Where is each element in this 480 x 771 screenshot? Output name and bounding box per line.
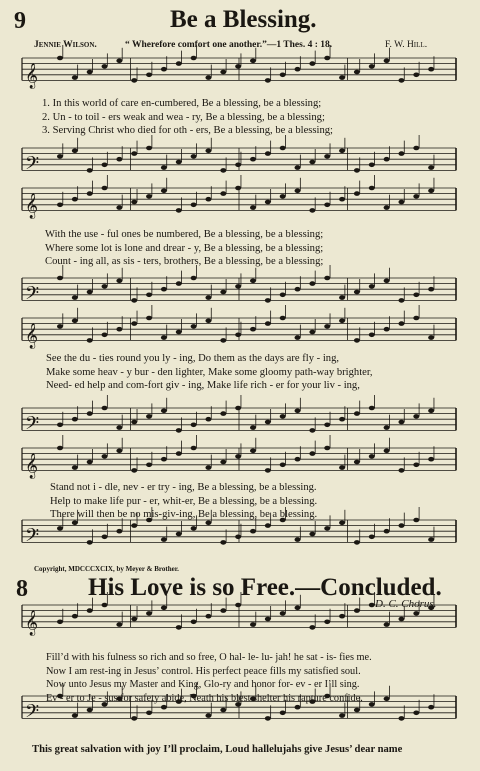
note-head	[235, 454, 241, 459]
note-head	[295, 287, 301, 292]
note-head	[250, 449, 256, 454]
note-head	[339, 197, 345, 202]
note-head	[324, 423, 330, 428]
note-head	[295, 67, 301, 72]
note-head	[87, 540, 93, 545]
lyric-line: Need- ed help and com-fort giv - ing, Make life rich - er for your liv - ing,	[46, 380, 360, 392]
note-head	[161, 165, 167, 170]
note-head	[131, 420, 137, 425]
note-head	[428, 287, 434, 292]
note-head	[235, 535, 241, 540]
note-head	[250, 622, 256, 627]
note-head	[428, 705, 434, 710]
lyrics-system-4	[50, 481, 317, 522]
note-head	[87, 708, 93, 713]
note-head	[176, 208, 182, 213]
note-head	[146, 316, 152, 321]
note-head	[398, 468, 404, 473]
note-head	[87, 338, 93, 343]
note-head	[235, 406, 241, 411]
note-head	[191, 446, 197, 451]
note-head	[309, 281, 315, 286]
note-head	[205, 614, 211, 619]
note-head	[116, 425, 122, 430]
note-head	[161, 537, 167, 542]
bass-clef-icon: 𝄢	[25, 525, 40, 551]
note-head	[428, 189, 434, 194]
note-head	[176, 451, 182, 456]
note-head	[369, 333, 375, 338]
note-head	[220, 191, 226, 196]
note-head	[235, 284, 241, 289]
note-head	[250, 425, 256, 430]
note-head	[116, 279, 122, 284]
note-head	[354, 191, 360, 196]
lyric-line: Help to make life pur - er, whit-er, Be a blessing, be a blessing.	[50, 495, 318, 507]
note-head	[369, 186, 375, 191]
note-head	[324, 203, 330, 208]
note-head	[57, 276, 63, 281]
note-head	[354, 290, 360, 295]
lyric-line: 2. Un - to toil - ers weak and wea - ry, Be a blessing, be a blessing;	[42, 111, 325, 123]
note-head	[191, 276, 197, 281]
note-head	[116, 622, 122, 627]
bass-clef-icon: 𝄢	[25, 413, 40, 439]
note-head	[205, 417, 211, 422]
note-head	[57, 203, 63, 208]
note-head	[354, 70, 360, 75]
note-head	[384, 449, 390, 454]
note-head	[369, 64, 375, 69]
note-head	[220, 460, 226, 465]
note-head	[102, 186, 108, 191]
note-head	[309, 160, 315, 165]
note-head	[354, 460, 360, 465]
note-head	[280, 463, 286, 468]
note-head	[369, 603, 375, 608]
note-head	[235, 163, 241, 168]
note-head	[280, 611, 286, 616]
note-head	[176, 625, 182, 630]
note-head	[339, 614, 345, 619]
note-head	[116, 205, 122, 210]
note-head	[309, 208, 315, 213]
note-head	[295, 537, 301, 542]
note-head	[250, 279, 256, 284]
note-head	[116, 449, 122, 454]
note-head	[339, 713, 345, 718]
note-head	[191, 526, 197, 531]
note-head	[295, 335, 301, 340]
lyrics-system-1	[42, 97, 333, 138]
note-head	[265, 200, 271, 205]
note-head	[131, 617, 137, 622]
note-head	[398, 523, 404, 528]
note-head	[220, 70, 226, 75]
note-head	[220, 168, 226, 173]
note-head	[324, 56, 330, 61]
note-head	[280, 194, 286, 199]
note-head	[146, 463, 152, 468]
lyric-line: Ev - er to Je - sus for safety abide, Neath his blest shelter his rapture confide.	[46, 692, 363, 704]
note-head	[339, 465, 345, 470]
note-head	[413, 194, 419, 199]
lyric-line: 1. In this world of care en-cumbered, Be a blessing, be a blessing;	[42, 98, 322, 109]
note-head	[384, 622, 390, 627]
note-head	[398, 298, 404, 303]
lyric-line: Now unto Jesus my Master and King, Glo-ry and honor for- ev - er I’ll sing.	[46, 679, 360, 690]
note-head	[57, 423, 63, 428]
lyric-line: Where some lot is lone and drear - y, Be a blessing, be a blessing;	[45, 242, 324, 254]
page-number: 9	[14, 8, 26, 34]
note-head	[235, 64, 241, 69]
note-head	[72, 465, 78, 470]
note-head	[324, 276, 330, 281]
note-head	[205, 75, 211, 80]
treble-clef-icon: 𝄞	[25, 193, 39, 219]
note-head	[413, 518, 419, 523]
note-head	[250, 157, 256, 162]
note-head	[72, 614, 78, 619]
note-head	[339, 417, 345, 422]
note-head	[102, 406, 108, 411]
note-head	[205, 197, 211, 202]
note-head	[176, 532, 182, 537]
note-head	[295, 165, 301, 170]
note-head	[265, 468, 271, 473]
note-head	[102, 603, 108, 608]
note-head	[384, 157, 390, 162]
note-head	[102, 333, 108, 338]
composer: F. W. Hill.	[385, 40, 428, 50]
note-head	[87, 168, 93, 173]
note-head	[116, 529, 122, 534]
note-head	[250, 327, 256, 332]
note-head	[398, 321, 404, 326]
note-head	[339, 319, 345, 324]
bottom-lyric-line: This great salvation with joy I’ll proclaim, Loud hallelujahs give Jesus’ dear name	[32, 744, 403, 755]
note-head	[131, 200, 137, 205]
note-head	[131, 523, 137, 528]
note-head	[161, 457, 167, 462]
note-head	[384, 425, 390, 430]
note-head	[280, 73, 286, 78]
lyric-line: Make some heav - y bur - den lighter, Make some gloomy path-way brighter,	[46, 366, 373, 378]
note-head	[384, 529, 390, 534]
lyric-line: Now I am rest-ing in Jesus’ control. His perfect peace fills my satisfied soul.	[46, 665, 361, 677]
note-head	[295, 606, 301, 611]
note-head	[87, 191, 93, 196]
note-head	[324, 526, 330, 531]
note-head	[161, 287, 167, 292]
note-head	[428, 67, 434, 72]
note-head	[146, 194, 152, 199]
lyric-line: Stand not i - dle, nev - er try - ing, Be a blessing, be a blessing.	[50, 482, 317, 493]
note-head	[324, 154, 330, 159]
note-head	[57, 526, 63, 531]
note-head	[413, 293, 419, 298]
lyrics-system-2	[45, 228, 323, 269]
note-head	[191, 203, 197, 208]
note-head	[384, 327, 390, 332]
note-head	[369, 454, 375, 459]
chorus-direction: D. C. Chorus.	[375, 598, 437, 610]
note-head	[250, 59, 256, 64]
note-head	[428, 409, 434, 414]
note-head	[116, 327, 122, 332]
note-head	[339, 75, 345, 80]
note-head	[280, 316, 286, 321]
note-head	[57, 446, 63, 451]
note-head	[369, 284, 375, 289]
note-head	[161, 335, 167, 340]
note-head	[87, 411, 93, 416]
note-head	[161, 705, 167, 710]
scripture-reference: “ Wherefore comfort one another.”—1 Thes. 4 : 18.	[125, 40, 333, 50]
note-head	[131, 151, 137, 156]
note-head	[428, 457, 434, 462]
note-head	[280, 414, 286, 419]
note-head	[87, 608, 93, 613]
note-head	[354, 338, 360, 343]
note-head	[265, 321, 271, 326]
note-head	[205, 319, 211, 324]
note-head	[265, 716, 271, 721]
note-head	[413, 611, 419, 616]
note-head	[384, 279, 390, 284]
note-head	[413, 316, 419, 321]
note-head	[235, 333, 241, 338]
author: Jennie Wilson.	[34, 40, 97, 50]
note-head	[369, 163, 375, 168]
note-head	[176, 428, 182, 433]
note-head	[369, 535, 375, 540]
note-head	[250, 205, 256, 210]
note-head	[413, 73, 419, 78]
note-head	[220, 338, 226, 343]
note-head	[265, 151, 271, 156]
note-head	[72, 713, 78, 718]
note-head	[295, 189, 301, 194]
note-head	[324, 324, 330, 329]
note-head	[324, 620, 330, 625]
note-head	[265, 298, 271, 303]
note-head	[384, 205, 390, 210]
note-head	[384, 697, 390, 702]
note-head	[102, 163, 108, 168]
note-head	[102, 64, 108, 69]
hymn-title: Be a Blessing.	[170, 6, 317, 33]
note-head	[309, 451, 315, 456]
note-head	[57, 620, 63, 625]
note-head	[146, 293, 152, 298]
note-head	[191, 324, 197, 329]
note-head	[146, 146, 152, 151]
hymn-title-2: His Love is so Free.—Concluded.	[88, 574, 442, 601]
note-head	[220, 708, 226, 713]
note-head	[398, 78, 404, 83]
note-head	[413, 711, 419, 716]
note-head	[161, 409, 167, 414]
note-head	[57, 324, 63, 329]
note-head	[191, 620, 197, 625]
note-head	[176, 61, 182, 66]
lyric-line: Count - ing all, as sis - ters, brothers, Be a blessing, be a blessing;	[45, 256, 324, 268]
note-head	[235, 186, 241, 191]
note-head	[413, 463, 419, 468]
note-head	[72, 295, 78, 300]
note-head	[280, 711, 286, 716]
note-head	[428, 335, 434, 340]
treble-clef-icon: 𝄞	[25, 63, 39, 89]
copyright-notice: Copyright, MDCCCXCIX, by Meyer & Brother.	[34, 565, 179, 573]
note-head	[265, 78, 271, 83]
note-head	[131, 78, 137, 83]
note-head	[131, 716, 137, 721]
note-head	[309, 428, 315, 433]
note-head	[191, 56, 197, 61]
note-head	[72, 197, 78, 202]
note-head	[354, 168, 360, 173]
note-head	[220, 290, 226, 295]
note-head	[205, 465, 211, 470]
note-head	[116, 59, 122, 64]
hymn-number: 8	[16, 576, 28, 602]
note-head	[146, 73, 152, 78]
note-head	[205, 713, 211, 718]
note-head	[369, 406, 375, 411]
note-head	[161, 67, 167, 72]
treble-clef-icon: 𝄞	[25, 323, 39, 349]
note-head	[428, 165, 434, 170]
lyrics-hymn-2	[46, 651, 372, 705]
note-head	[398, 420, 404, 425]
note-head	[161, 189, 167, 194]
note-head	[309, 330, 315, 335]
note-head	[146, 611, 152, 616]
note-head	[102, 535, 108, 540]
note-head	[57, 56, 63, 61]
note-head	[235, 603, 241, 608]
note-head	[295, 457, 301, 462]
note-head	[398, 200, 404, 205]
note-head	[146, 711, 152, 716]
note-head	[265, 617, 271, 622]
note-head	[428, 537, 434, 542]
note-head	[354, 540, 360, 545]
lyric-line: There will then be no mis-giv-ing, Be a blessing, be a blessing.	[50, 509, 318, 521]
treble-clef-icon: 𝄞	[25, 610, 39, 636]
note-head	[131, 321, 137, 326]
note-head	[309, 61, 315, 66]
note-head	[87, 460, 93, 465]
note-head	[309, 625, 315, 630]
note-head	[339, 295, 345, 300]
bass-clef-icon: 𝄢	[25, 283, 40, 309]
note-head	[72, 417, 78, 422]
note-head	[72, 149, 78, 154]
note-head	[205, 295, 211, 300]
note-head	[384, 59, 390, 64]
lyric-line: With the use - ful ones be numbered, Be a blessing, be a blessing;	[45, 229, 324, 240]
note-head	[339, 521, 345, 526]
note-head	[176, 330, 182, 335]
note-head	[280, 293, 286, 298]
note-head	[102, 454, 108, 459]
note-head	[354, 608, 360, 613]
lyric-line: See the du - ties round you ly - ing, Do them as the days are fly - ing,	[46, 353, 340, 364]
note-head	[131, 468, 137, 473]
note-head	[87, 70, 93, 75]
note-head	[57, 154, 63, 159]
note-head	[220, 411, 226, 416]
note-head	[131, 298, 137, 303]
lyric-line: Fill’d with his fulness so rich and so free, O hal- le- lu- jah! he sat - is- fies me.	[46, 652, 372, 663]
note-head	[265, 420, 271, 425]
note-head	[413, 146, 419, 151]
note-head	[72, 319, 78, 324]
note-head	[398, 151, 404, 156]
treble-clef-icon: 𝄞	[25, 453, 39, 479]
note-head	[295, 409, 301, 414]
bass-clef-icon: 𝄢	[25, 153, 40, 179]
note-head	[220, 540, 226, 545]
lyrics-system-3	[46, 352, 373, 393]
note-head	[280, 146, 286, 151]
note-head	[116, 157, 122, 162]
note-head	[354, 411, 360, 416]
note-head	[102, 284, 108, 289]
note-head	[309, 532, 315, 537]
note-head	[398, 617, 404, 622]
note-head	[87, 290, 93, 295]
note-head	[72, 75, 78, 80]
lyric-line: 3. Serving Christ who died for oth - ers, Be a blessing, be a blessing;	[42, 125, 333, 137]
note-head	[146, 414, 152, 419]
note-head	[161, 606, 167, 611]
note-head	[265, 523, 271, 528]
note-head	[250, 529, 256, 534]
note-head	[324, 446, 330, 451]
note-head	[295, 705, 301, 710]
note-head	[220, 608, 226, 613]
note-head	[191, 154, 197, 159]
note-head	[176, 160, 182, 165]
note-head	[413, 414, 419, 419]
note-head	[339, 149, 345, 154]
note-head	[398, 716, 404, 721]
note-head	[176, 281, 182, 286]
note-head	[205, 149, 211, 154]
note-head	[191, 423, 197, 428]
note-head	[354, 708, 360, 713]
bass-clef-icon: 𝄢	[25, 701, 40, 727]
